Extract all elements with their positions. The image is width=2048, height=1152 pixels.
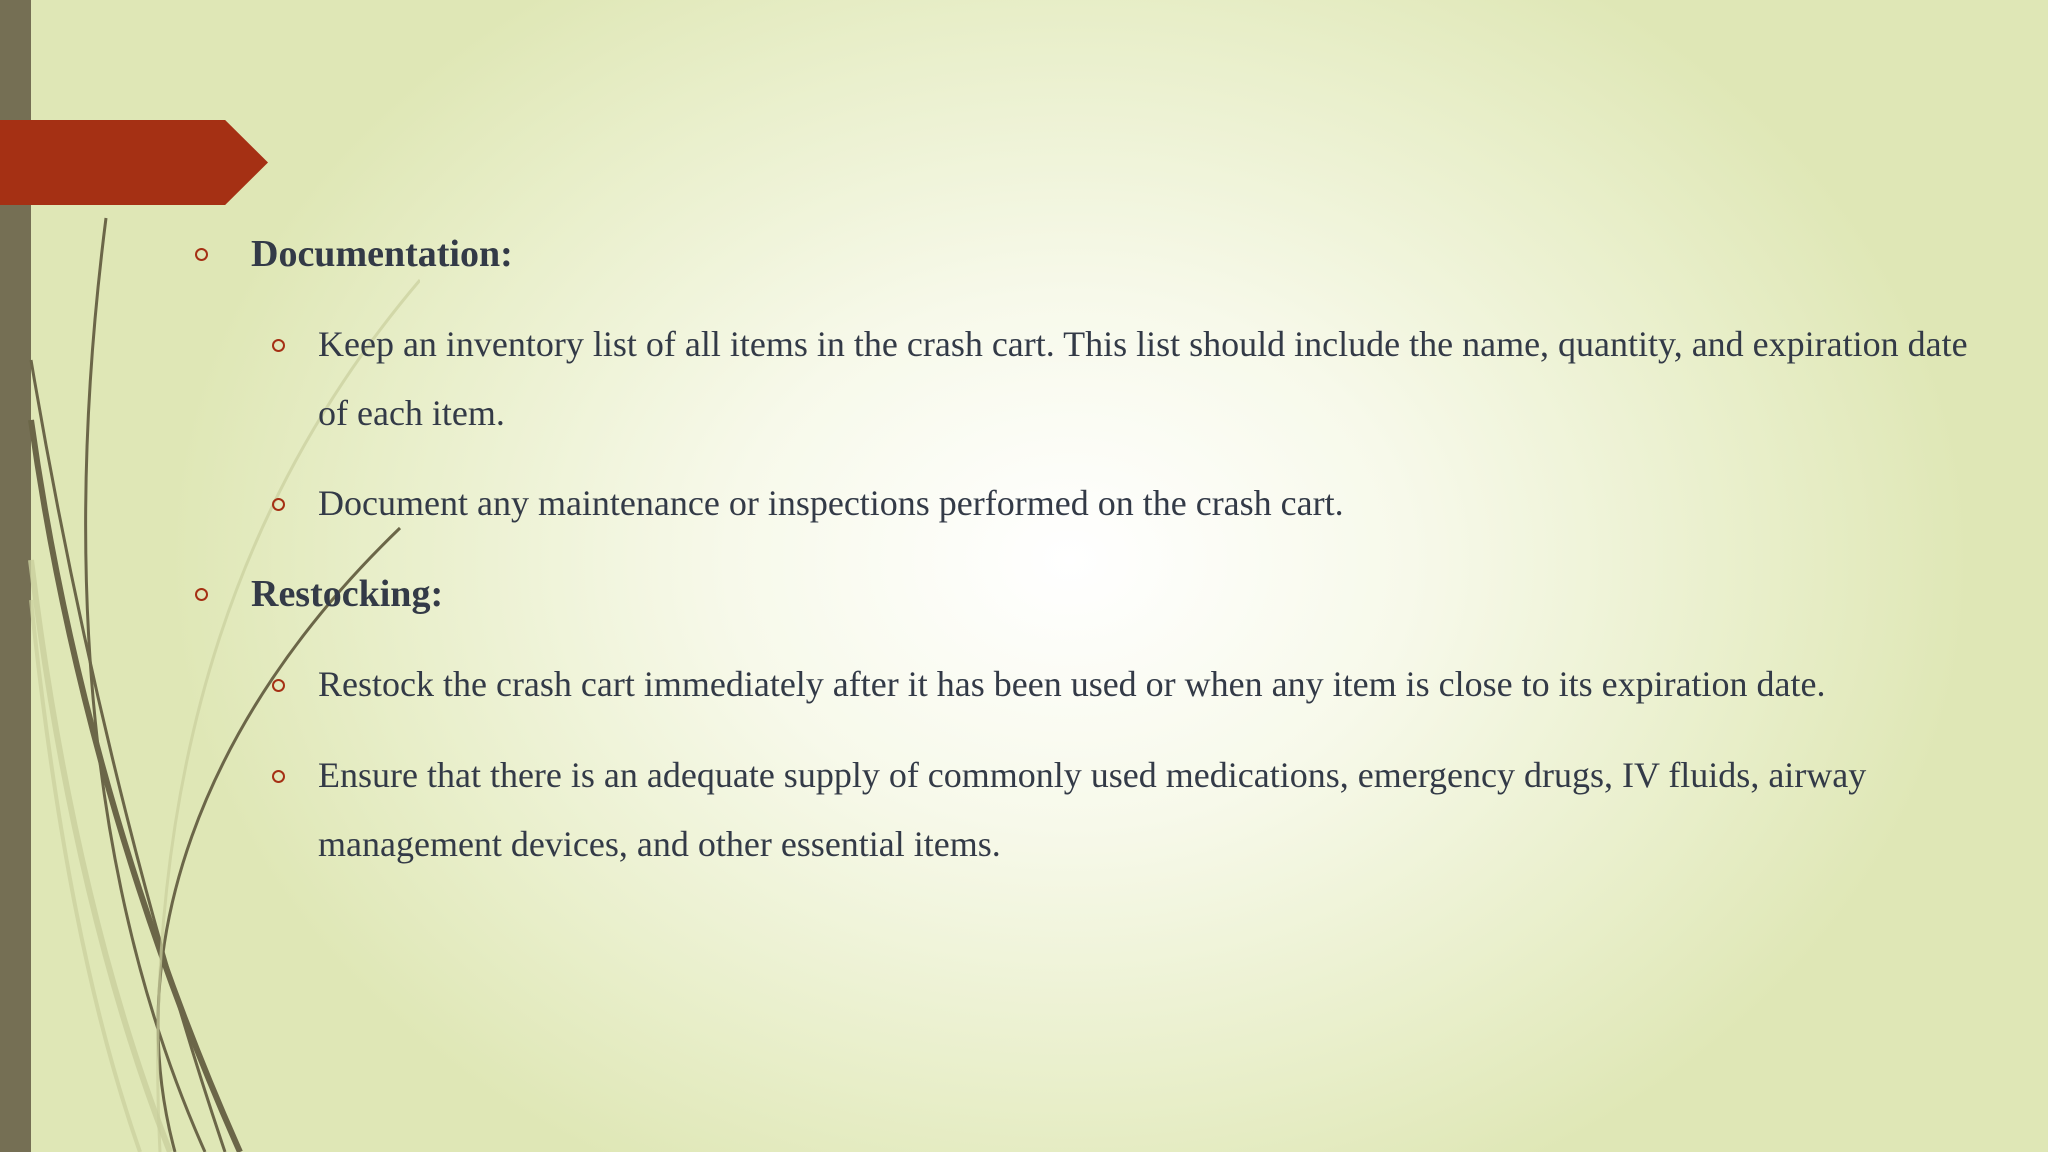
bullet-restock-cart xyxy=(318,650,1998,719)
bullet-marker xyxy=(195,588,208,601)
heading-text: Restocking: xyxy=(251,573,444,615)
bullet-marker xyxy=(272,679,285,692)
bullet-text: Restock the crash cart immediately after it has been used or when any item is close to its expiration date. xyxy=(318,664,1826,704)
bullet-text: Document any maintenance or inspections performed on the crash cart. xyxy=(318,483,1344,523)
section-heading-restocking xyxy=(251,569,443,619)
bullet-inventory-list xyxy=(318,310,1998,448)
bullet-marker xyxy=(272,339,285,352)
bullet-text: Keep an inventory list of all items in the crash cart. This list should include the name, quantity, and expiration date of each item. xyxy=(318,324,1968,433)
heading-text: Documentation: xyxy=(251,233,513,275)
bullet-ensure-supply xyxy=(318,741,1998,879)
section-heading-documentation xyxy=(251,229,513,279)
bullet-document-maintenance xyxy=(318,469,1998,538)
bullet-marker xyxy=(272,770,285,783)
bullet-text: Ensure that there is an adequate supply of commonly used medications, emergency drugs, IV fluids, airway management devices, and other essential items. xyxy=(318,755,1867,864)
bullet-marker xyxy=(272,498,285,511)
bullet-marker xyxy=(195,248,208,261)
